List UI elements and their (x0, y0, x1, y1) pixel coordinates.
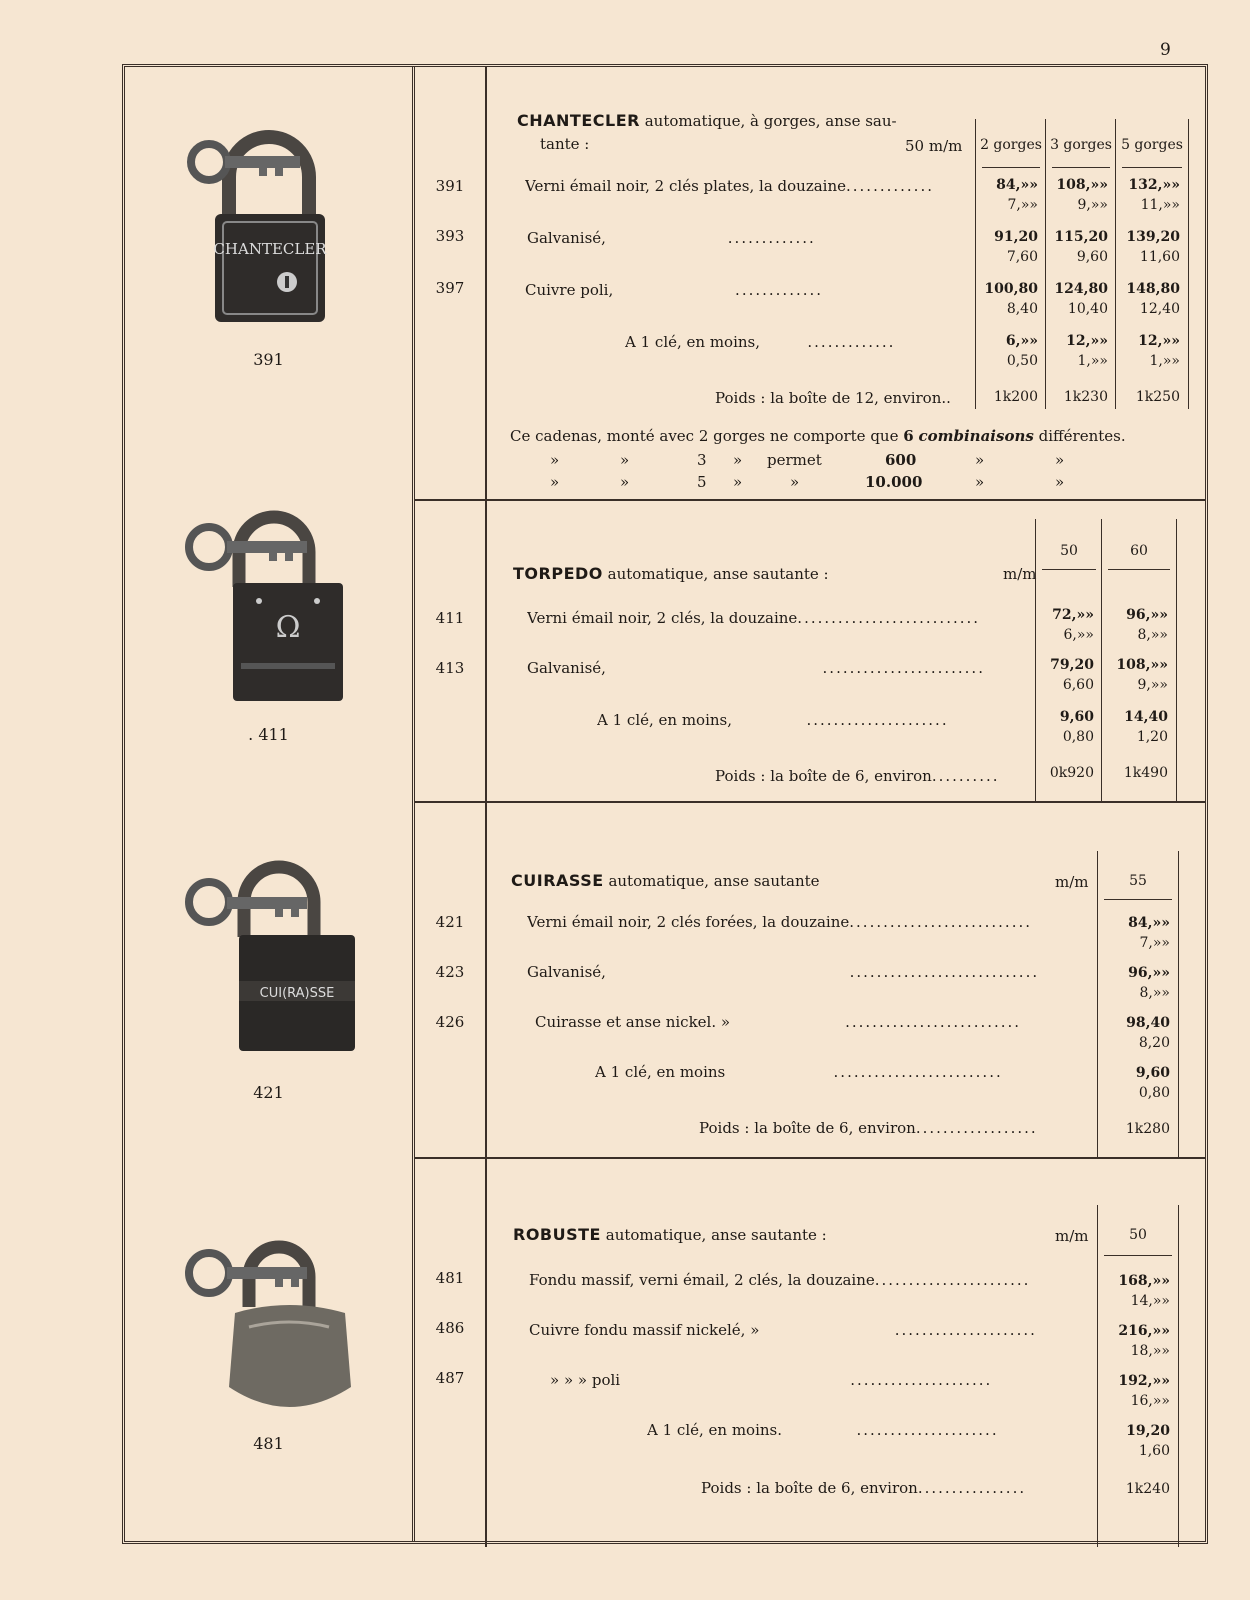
weight-cell: 1k490 (1123, 765, 1168, 781)
weight-cell: 1k280 (1125, 1121, 1170, 1137)
column-header: 2 gorges (980, 137, 1042, 153)
combination-note: Ce cadenas, monté avec 2 gorges ne comporte que 6 combinaisons différentes. (510, 427, 1126, 445)
price-cell: 6,»» 0,50 (1005, 333, 1038, 369)
price-column (1035, 519, 1102, 801)
ditto-mark: » (790, 473, 800, 491)
row-label: A 1 clé, en moins, ............. (625, 333, 896, 351)
brand-name: TORPEDO (513, 564, 603, 583)
row-label: » » » poli ..................... (550, 1371, 993, 1389)
ref-number: 413 (435, 659, 465, 677)
brand-name: CHANTECLER (517, 111, 640, 130)
lock-illustration-cuirasse (125, 857, 412, 1067)
ditto-mark: » (620, 451, 630, 469)
brand-name: CUIRASSE (511, 871, 604, 890)
price-column (1097, 1205, 1179, 1547)
price-cell: 72,»» 6,»» (1052, 607, 1094, 643)
ditto-mark: » (550, 473, 560, 491)
unit-label: m/m (1003, 565, 1037, 583)
ref-number: 423 (435, 963, 465, 981)
weight-label: Poids : la boîte de 12, environ.. (715, 389, 951, 407)
section-title (513, 1225, 827, 1244)
lock-ref-robuste: 481 (253, 1434, 284, 1453)
padlock-icon (179, 1217, 359, 1427)
svg-text:CHANTECLER: CHANTECLER (212, 240, 327, 258)
row-label: Cuivre poli, ............. (525, 281, 824, 299)
section-title (513, 564, 829, 583)
weight-cell: 1k250 (1135, 389, 1180, 405)
ditto-mark: » (1055, 473, 1065, 491)
ref-column (415, 1157, 487, 1547)
ref-number: 481 (435, 1269, 465, 1287)
gorges-count: 3 (697, 451, 707, 469)
unit-label: m/m (1055, 873, 1089, 891)
price-cell: 12,»» 1,»» (1066, 333, 1108, 369)
title-description: automatique, à gorges, anse sau- (644, 112, 897, 130)
price-cell: 9,60 0,80 (1135, 1065, 1170, 1101)
weight-label: Poids : la boîte de 6, environ................ (701, 1479, 1027, 1497)
ref-number: 397 (435, 279, 465, 297)
column-header: 50 (1129, 1227, 1147, 1243)
ditto-mark: » (550, 451, 560, 469)
section-chantecler (415, 67, 1205, 501)
ref-number: 411 (435, 609, 465, 627)
page-number: 9 (1160, 40, 1171, 60)
price-column (1101, 519, 1177, 801)
weight-label: Poids : la boîte de 6, environ.................. (699, 1119, 1038, 1137)
section-title (511, 871, 820, 890)
weight-cell: 1k230 (1063, 389, 1108, 405)
row-label: Fondu massif, verni émail, 2 clés, la douzaine....................... (529, 1271, 1031, 1289)
price-table (1035, 519, 1175, 801)
gorges-count: 5 (697, 473, 707, 491)
column-header: 5 gorges (1121, 137, 1183, 153)
ditto-mark: » (733, 473, 743, 491)
ref-number: 487 (435, 1369, 465, 1387)
ditto-mark: » (1055, 451, 1065, 469)
section-torpedo (415, 499, 1205, 803)
ditto-mark: » (975, 473, 985, 491)
price-cell: 79,20 6,60 (1050, 657, 1094, 693)
price-cell: 19,20 1,60 (1126, 1423, 1170, 1459)
ditto-mark: » (733, 451, 743, 469)
price-cell: 115,20 9,60 (1054, 229, 1108, 265)
price-table (1097, 1205, 1177, 1547)
weight-cell: 1k200 (993, 389, 1038, 405)
padlock-icon (179, 857, 359, 1067)
padlock-icon (179, 507, 359, 717)
price-column (1045, 119, 1116, 409)
ref-number: 391 (435, 177, 465, 195)
lock-ref-cuirasse: 421 (253, 1083, 284, 1102)
price-cell: 84,»» 7,»» (1128, 915, 1170, 951)
padlock-icon (179, 122, 359, 332)
svg-text:CUI(RA)SSE: CUI(RA)SSE (259, 986, 334, 1001)
row-label: A 1 clé, en moins, ..................... (597, 711, 949, 729)
row-label: Galvanisé, ............. (527, 229, 816, 247)
price-cell: 124,80 10,40 (1054, 281, 1108, 317)
column-header: 60 (1130, 543, 1148, 559)
lock-illustration-chantecler (125, 122, 412, 332)
row-label: Verni émail noir, 2 clés forées, la douzaine........................... (527, 913, 1033, 931)
price-cell: 9,60 0,80 (1059, 709, 1094, 745)
row-label: Galvanisé, ............................ (527, 963, 1040, 981)
verb-permet: permet (767, 451, 822, 469)
ref-number: 421 (435, 913, 465, 931)
lock-ref-chantecler: 391 (253, 350, 284, 369)
row-label: A 1 clé, en moins ......................... (595, 1063, 1003, 1081)
size-label (905, 137, 962, 155)
price-cell: 192,»» 16,»» (1118, 1373, 1170, 1409)
lock-illustration-robuste (125, 1217, 412, 1427)
price-column (1097, 851, 1179, 1157)
ditto-mark: » (975, 451, 985, 469)
price-cell: 148,80 12,40 (1126, 281, 1180, 317)
price-cell: 108,»» 9,»» (1056, 177, 1108, 213)
ditto-mark: » (620, 473, 630, 491)
title-description: automatique, anse sautante : (607, 565, 829, 583)
title-description: automatique, anse sautante (608, 872, 820, 890)
row-label: Galvanisé, ........................ (527, 659, 985, 677)
price-column (1115, 119, 1189, 409)
weight-label: Poids : la boîte de 6, environ.......... (715, 767, 1000, 785)
unit-label: m/m (1055, 1227, 1089, 1245)
section-title (517, 111, 897, 130)
lock-illustration-torpedo (125, 507, 412, 717)
section-cuirasse (415, 801, 1205, 1159)
price-cell: 132,»» 11,»» (1128, 177, 1180, 213)
price-cell: 84,»» 7,»» (996, 177, 1038, 213)
column-header: 3 gorges (1050, 137, 1112, 153)
ref-number: 486 (435, 1319, 465, 1337)
price-column (975, 119, 1046, 409)
price-table (975, 119, 1187, 409)
unit-label: m/m (928, 137, 963, 155)
price-cell: 168,»» 14,»» (1118, 1273, 1170, 1309)
price-cell: 12,»» 1,»» (1138, 333, 1180, 369)
column-header: 50 (1060, 543, 1078, 559)
ref-column (415, 499, 487, 801)
ref-number: 426 (435, 1013, 465, 1031)
price-cell: 139,20 11,60 (1126, 229, 1180, 265)
price-cell: 108,»» 9,»» (1116, 657, 1168, 693)
catalog-frame (122, 64, 1208, 1544)
section-robuste (415, 1157, 1205, 1547)
price-cell: 98,40 8,20 (1126, 1015, 1170, 1051)
svg-text:Ω: Ω (275, 610, 300, 645)
price-table (1097, 851, 1177, 1157)
row-label: Verni émail noir, 2 clés plates, la douzaine............. (525, 177, 934, 195)
ref-number: 393 (435, 227, 465, 245)
row-label: A 1 clé, en moins. ..................... (647, 1421, 999, 1439)
title-description: automatique, anse sautante : (605, 1226, 827, 1244)
row-label: Cuirasse et anse nickel. » .......................... (535, 1013, 1022, 1031)
size-value: 50 (905, 137, 925, 155)
price-cell: 91,20 7,60 (994, 229, 1038, 265)
price-cell: 96,»» 8,»» (1126, 607, 1168, 643)
price-cell: 96,»» 8,»» (1128, 965, 1170, 1001)
price-cell: 216,»» 18,»» (1118, 1323, 1170, 1359)
illustration-column (125, 67, 415, 1541)
lock-ref-torpedo: . 411 (248, 725, 289, 744)
price-cell: 14,40 1,20 (1124, 709, 1168, 745)
weight-cell: 0k920 (1049, 765, 1094, 781)
combination-count: 600 (885, 451, 917, 469)
column-header: 55 (1129, 873, 1147, 889)
row-label: Cuivre fondu massif nickelé, » ..................... (529, 1321, 1037, 1339)
combination-count: 10.000 (865, 473, 923, 491)
title-continuation: tante : (540, 135, 590, 153)
product-column (415, 67, 1205, 1541)
row-label: Verni émail noir, 2 clés, la douzaine........................... (527, 609, 981, 627)
price-cell: 100,80 8,40 (984, 281, 1038, 317)
brand-name: ROBUSTE (513, 1225, 601, 1244)
weight-cell: 1k240 (1125, 1481, 1170, 1497)
